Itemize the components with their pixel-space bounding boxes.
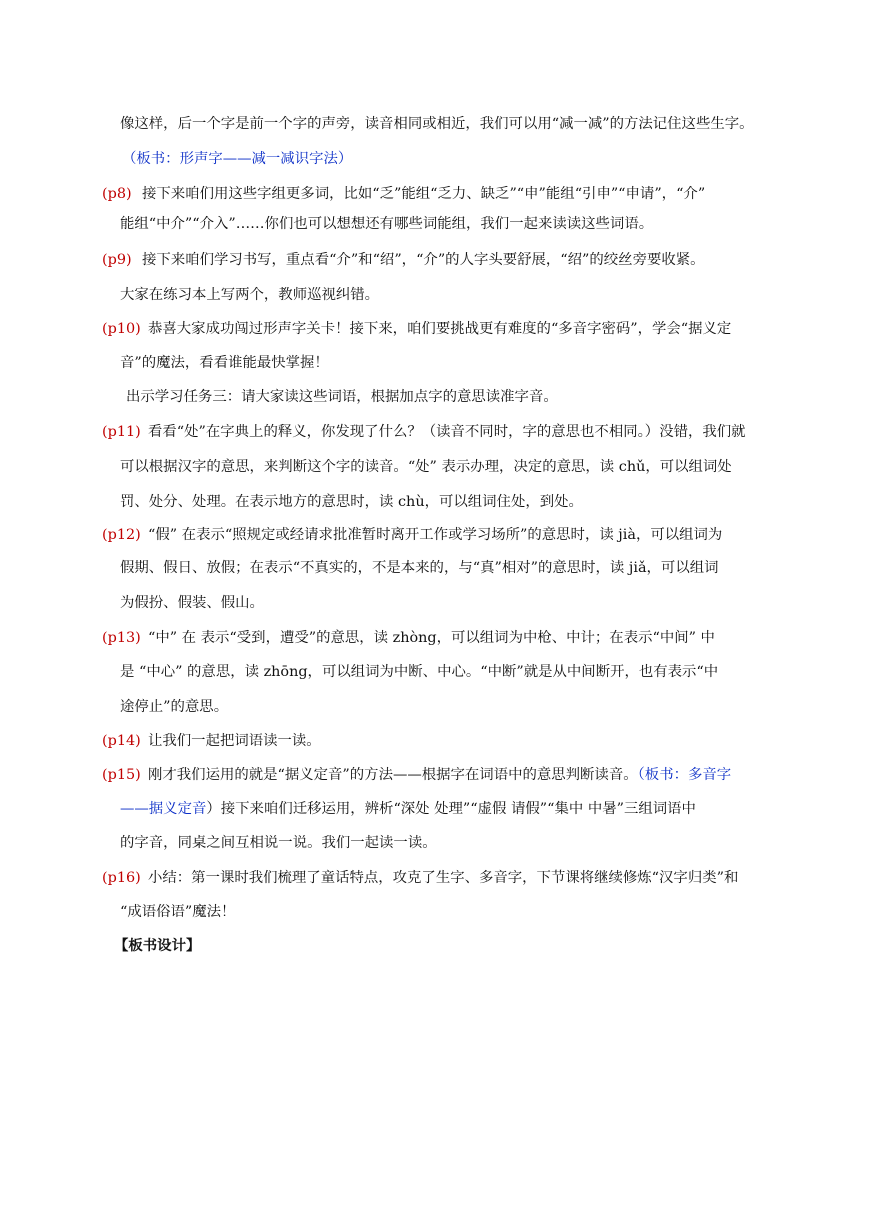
text-line: 小结：第一课时我们梳理了童话特点，攻克了生字、多音字，下节课将继续修炼“汉字归类”和 (148, 870, 739, 886)
board-note: ——据义定音 (120, 801, 207, 817)
text-line (148, 765, 731, 785)
page-marker-p16: (p16) (102, 870, 141, 886)
page-marker-p15: (p15) (102, 767, 141, 783)
text-line (120, 799, 696, 819)
text-line: 途停止”的意思。 (120, 699, 229, 715)
text-line: 出示学习任务三：请大家读这些词语，根据加点字的意思读准字音。 (126, 389, 558, 405)
board-note: （板书：形声字——减一减识字法） (122, 151, 353, 167)
text-line: 能组“中介”“介入”……你们也可以想想还有哪些词能组，我们一起来读读这些词语。 (120, 216, 654, 232)
text-line: 假期、假日、放假；在表示“不真实的，不是本来的，与“真”相对”的意思时，读 jiǎ，可以组词 (120, 560, 719, 576)
page-marker-p13: (p13) (102, 630, 141, 646)
text-line: “中” 在 表示“受到，遭受”的意思，读 zhòng，可以组词为中枪、中计；在表示“中间” 中 (148, 630, 715, 646)
text-line: “成语俗语”魔法！ (120, 904, 236, 920)
text-line: 接下来咱们学习书写，重点看“介”和“绍”，“介”的人字头要舒展，“绍”的绞丝旁要收紧。 (142, 252, 705, 268)
text-line: 让我们一起把词语读一读。 (148, 733, 321, 749)
page-marker-p12: (p12) (102, 527, 141, 543)
text-span: 刚才我们运用的就是“据义定音”的方法——根据字在词语中的意思判断读音。 (148, 767, 638, 783)
page-marker-p9: (p9) (102, 252, 132, 268)
text-line: 像这样，后一个字是前一个字的声旁，读音相同或相近，我们可以用“减一减”的方法记住这些生字。 (120, 116, 754, 132)
board-note: （板书：多音字 (637, 767, 732, 783)
text-line: 可以根据汉字的意思，来判断这个字的读音。“处” 表示办理，决定的意思，读 chǔ，可以组词处 (120, 459, 732, 475)
text-line: 是 “中心” 的意思，读 zhōng，可以组词为中断、中心。“中断”就是从中间断开，也有表示“中 (120, 664, 719, 680)
text-line: 恭喜大家成功闯过形声字关卡！接下来，咱们要挑战更有难度的“多音字密码”，学会“据义定 (148, 321, 732, 337)
page-marker-p11: (p11) (102, 424, 141, 440)
text-line: 的字音，同桌之间互相说一说。我们一起读一读。 (120, 835, 437, 851)
text-line: 看看“处”在字典上的释义，你发现了什么？（读音不同时，字的意思也不相同。）没错，我们就 (148, 424, 746, 440)
text-line: 大家在练习本上写两个，教师巡视纠错。 (120, 287, 380, 303)
text-span: ）接下来咱们迁移运用，辨析“深处 处理”“虚假 请假”“集中 中暑”三组词语中 (206, 801, 696, 817)
page-marker-p14: (p14) (102, 733, 141, 749)
text-line: 罚、处分、处理。在表示地方的意思时，读 chù，可以组词住处，到处。 (120, 494, 583, 510)
text-line: “假” 在表示“照规定或经请求批准暂时离开工作或学习场所”的意思时，读 jià，可以组词为 (148, 527, 723, 543)
text-line: 音”的魔法，看看谁能最快掌握！ (120, 355, 329, 371)
page-marker-p10: (p10) (102, 321, 141, 337)
text-line: 接下来咱们用这些字组更多词，比如“乏”能组“乏力、缺乏”“申”能组“引申”“申请”，“介” (142, 186, 706, 202)
text-line: 为假扮、假装、假山。 (120, 595, 264, 611)
section-heading: 【板书设计】 (114, 937, 201, 954)
page-marker-p8: (p8) (102, 186, 132, 202)
